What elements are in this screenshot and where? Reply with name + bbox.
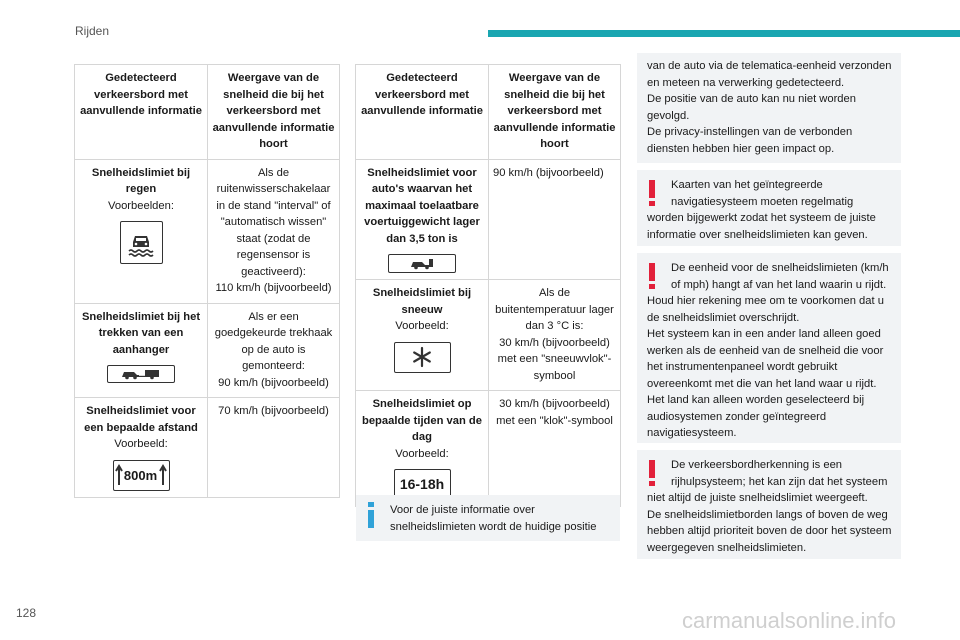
- watermark: carmanualsonline.info: [682, 608, 897, 633]
- display-cell: [489, 280, 621, 391]
- warning-lead: De eenheid voor de snelheidslimieten (km/h of mph) hangt af van het land waarin u rijdt.: [671, 262, 889, 291]
- row-title: Snelheidslimiet bij sneeuw: [372, 287, 472, 316]
- row-title: Snelheidslimiet voor een bepaalde afstand: [84, 405, 198, 434]
- table-row: [356, 391, 621, 507]
- header-accent-bar: [488, 30, 960, 37]
- continuation-text: van de auto via de telematica-eenheid verzonden en meteen na verwerking gedetecteerd.: [647, 60, 892, 89]
- display-cell: [489, 159, 621, 280]
- column-header-display: Weergave van de snelheid die bij het verkeersbord met aanvullende informatie hoort: [208, 65, 340, 160]
- display-cell: [208, 159, 340, 303]
- snowflake-icon: [394, 342, 451, 373]
- table-header-row: [356, 65, 621, 160]
- row-title: Snelheidslimiet bij regen: [91, 166, 191, 195]
- continuation-text: De privacy-instellingen van de verbonden diensten hebben hier geen impact op.: [647, 126, 853, 155]
- info-note-continuation: [637, 53, 901, 163]
- warning-lead: De verkeersbordherkenning is een rijhulpsysteem; het kan zijn dat het systeem: [671, 459, 888, 488]
- row-sub: Voorbeeld:: [395, 447, 449, 460]
- sign-cell: [75, 303, 208, 398]
- flooded-road-icon: [120, 221, 163, 264]
- warning-text: De snelheidslimietborden langs of boven de weg hebben altijd prioriteit boven de door het systeem weergegeven snelheidslimieten.: [647, 508, 892, 554]
- sign-cell: [75, 159, 208, 303]
- table-row: [75, 398, 340, 498]
- row-desc: 30 km/h (bijvoorbeeld) met een "klok"-symbool: [496, 398, 613, 427]
- column-header-display: Weergave van de snelheid die bij het verkeersbord met aanvullende informatie hoort: [489, 65, 621, 160]
- row-sub: Voorbeeld:: [395, 320, 449, 332]
- car-with-trailer-icon: [107, 365, 175, 383]
- warning-text: niet altijd de juiste snelheidslimiet weergeeft.: [647, 492, 868, 504]
- speed-sign-table-left: [74, 64, 340, 498]
- display-cell: [208, 303, 340, 398]
- row-title: Snelheidslimiet op bepaalde tijden van de dag: [362, 398, 482, 443]
- row-value: 90 km/h (bijvoorbeeld): [218, 376, 329, 389]
- table-header-row: [75, 65, 340, 160]
- row-desc: Als er een goedgekeurde trekhaak op de auto is gemonteerd:: [214, 310, 333, 372]
- sign-cell: [75, 398, 208, 498]
- warning-text: Houd hier rekening mee om te voorkomen dat u de snelheidslimiet overschrijdt.: [647, 295, 884, 324]
- row-sub: Voorbeelden:: [108, 199, 174, 212]
- info-icon: [368, 502, 374, 528]
- row-desc: Als de ruitenwisserschakelaar in de stand "interval" of "automatisch wissen" staat (zodat de regensensor is geactiveerd):: [216, 166, 331, 278]
- table-row: [356, 280, 621, 391]
- truck-icon: [388, 254, 456, 273]
- warning-icon: [649, 460, 655, 486]
- row-title: Snelheidslimiet voor auto's waarvan het maximaal toelaatbare voertuiggewicht lager dan 3,5 ton is: [364, 166, 480, 245]
- page-number: 128: [16, 606, 37, 620]
- warning-text: Het systeem kan in een ander land alleen goed werken als de eenheid van de snelheid die voor het instrumentenpaneel wordt gebruikt overeenkomt met die van het land waar u rijdt.: [647, 328, 884, 390]
- row-value: 110 km/h (bijvoorbeeld): [215, 282, 332, 294]
- table-row: [75, 159, 340, 303]
- table-row: [356, 159, 621, 280]
- warning-note: [637, 450, 901, 559]
- section-title: Rijden: [75, 24, 110, 38]
- row-desc: 70 km/h (bijvoorbeeld): [218, 405, 329, 417]
- warning-note: [637, 253, 901, 443]
- time-sign-text: 16-18h: [399, 476, 445, 492]
- warning-text: worden bijgewerkt zodat het systeem de juiste informatie over snelheidslimieten kan geven.: [647, 212, 876, 241]
- warning-icon: [649, 263, 655, 289]
- row-title: Snelheidslimiet bij het trekken van een aanhanger: [81, 310, 201, 356]
- distance-sign-text: 800m: [123, 467, 158, 483]
- continuation-text: De positie van de auto kan nu niet worden gevolgd.: [647, 93, 856, 122]
- info-note: [356, 495, 620, 541]
- row-desc: 90 km/h (bijvoorbeeld): [493, 166, 604, 179]
- sign-cell: [356, 159, 489, 280]
- row-desc: Als de buitentemperatuur lager dan 3 °C is:: [495, 287, 614, 332]
- column-header-sign: Gedetecteerd verkeersbord met aanvullende informatie: [75, 65, 208, 160]
- display-cell: [208, 398, 340, 498]
- table-row: [75, 303, 340, 398]
- warning-lead: Kaarten van het geïntegreerde navigatiesysteem moeten regelmatig: [671, 179, 854, 208]
- distance-sign-icon: [113, 460, 170, 491]
- display-cell: [489, 391, 621, 507]
- row-sub: Voorbeeld:: [114, 438, 168, 450]
- sign-cell: [356, 391, 489, 507]
- warning-note: [637, 170, 901, 246]
- warning-text: Het land kan alleen worden geselecteerd bij audiosystemen zonder geïntegreerd navigatiesysteem.: [647, 394, 865, 439]
- warning-icon: [649, 180, 655, 206]
- row-value: 30 km/h (bijvoorbeeld) met een "sneeuwvlok"-symbool: [497, 336, 612, 382]
- speed-sign-table-right: [355, 64, 621, 507]
- sign-cell: [356, 280, 489, 391]
- info-note-text: Voor de juiste informatie over snelheidslimieten wordt de huidige positie: [390, 504, 597, 533]
- column-header-sign: Gedetecteerd verkeersbord met aanvullende informatie: [356, 65, 489, 160]
